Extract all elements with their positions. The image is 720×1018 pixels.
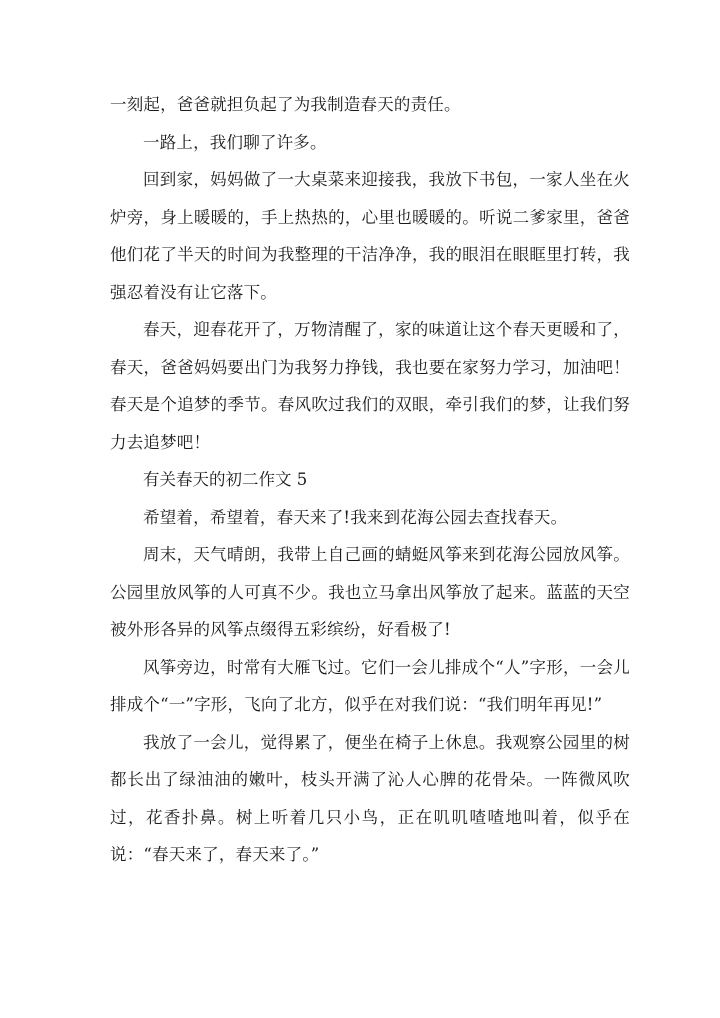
paragraph: 一刻起，爸爸就担负起了为我制造春天的责任。 [110, 95, 461, 114]
paragraph: 回到家，妈妈做了一大桌菜来迎接我，我放下书包，一家人坐在火炉旁，身上暖暖的，手上热热的，心里也暖暖的。听说二爹家里，爸爸他们花了半天的时间为我整理的干洁净净，我的眼泪在眼眶里打转，我强忍着没有让它落下。 [110, 170, 630, 302]
paragraph: 我放了一会儿，觉得累了，便坐在椅子上休息。我观察公园里的树都长出了绿油油的嫩叶，枝头开满了沁人心脾的花骨朵。一阵微风吹过，花香扑鼻。树上听着几只小鸟，正在叽叽喳喳地叫着，似乎在说：“春天来了，春天来了。” [110, 732, 630, 864]
document-page [110, 86, 630, 874]
paragraph: 风筝旁边，时常有大雁飞过。它们一会儿排成个“人”字形，一会儿排成个“一”字形，飞向了北方，似乎在对我们说：“我们明年再见!” [110, 657, 630, 714]
paragraph: 一路上，我们聊了许多。 [143, 132, 327, 152]
paragraph: 周末，天气晴朗，我带上自己画的蜻蜓风筝来到花海公园放风筝。公园里放风筝的人可真不少。我也立马拿出风筝放了起来。蓝蓝的天空被外形各异的风筝点缀得五彩缤纷，好看极了! [110, 545, 630, 639]
paragraph: 希望着，希望着，春天来了!我来到花海公园去查找春天。 [143, 507, 568, 527]
section-heading: 有关春天的初二作文 5 [143, 470, 308, 489]
paragraph: 春天，迎春花开了，万物清醒了，家的味道让这个春天更暖和了，春天，爸爸妈妈要出门为我努力挣钱，我也要在家努力学习，加油吧！春天是个追梦的季节。春风吹过我们的双眼，牵引我们的梦，让我们努力去追梦吧！ [110, 320, 630, 452]
